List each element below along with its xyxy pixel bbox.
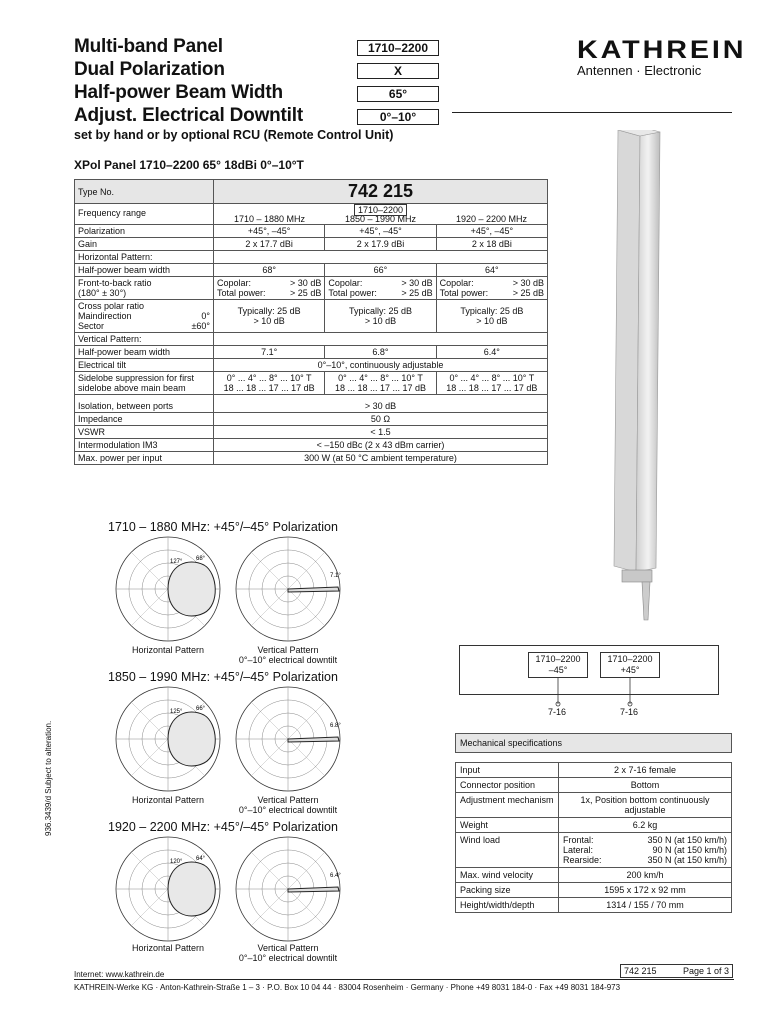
wind-v: 350 N (at 150 km/h) — [647, 855, 727, 865]
xpol-main-val: 0° — [201, 311, 210, 321]
connector-left-label: 7-16 — [548, 707, 567, 717]
ftb-cop: Copolar: — [439, 278, 474, 288]
side-note: 936.3439/d Subject to alteration. — [44, 720, 53, 836]
footer-page: Page 1 of 3 — [682, 966, 729, 976]
mech-value: 1x, Position bottom continuously adjustable — [559, 793, 732, 818]
wind-label: Wind load — [456, 833, 559, 868]
product-title: XPol Panel 1710–2200 65° 18dBi 0°–10°T — [74, 158, 304, 172]
tilt-label: Electrical tilt — [75, 359, 214, 372]
h-caption-1: Horizontal Pattern — [131, 645, 205, 655]
mech-value: Bottom — [559, 778, 732, 793]
v-cap2-2: 0°–10° electrical downtilt — [238, 805, 338, 815]
xpol-2 — [325, 300, 436, 333]
mech-value: 200 km/h — [559, 868, 732, 883]
v-ann-1: 7.1° — [330, 573, 341, 579]
iso-value: > 30 dB — [214, 395, 548, 413]
ftb-3 — [436, 277, 547, 300]
h-ann2-1: 127° — [170, 559, 183, 565]
ftb-label — [75, 277, 214, 300]
ftb-2 — [325, 277, 436, 300]
connector-right-box — [600, 652, 660, 678]
connector-left-box — [528, 652, 588, 678]
wind-k: Frontal: — [563, 835, 594, 845]
sls-label-2: sidelobe above main beam — [78, 383, 186, 393]
im3-value: < –150 dBc (2 x 43 dBm carrier) — [214, 439, 548, 452]
vbw-3: 6.4° — [436, 346, 547, 359]
pattern-diagrams-3 — [108, 835, 348, 945]
tilt-value: 0°–10°, continuously adjustable — [214, 359, 548, 372]
wind-k: Rearside: — [563, 855, 602, 865]
type-no-label: Type No. — [75, 180, 214, 204]
wind-k: Lateral: — [563, 845, 594, 855]
mech-label: Packing size — [456, 883, 559, 898]
h-ann2-2: 125° — [170, 709, 183, 715]
pol-1: +45°, –45° — [214, 225, 325, 238]
iso-label: Isolation, between ports — [75, 395, 214, 413]
pattern-title-3: 1920 – 2200 MHz: +45°/–45° Polarization — [108, 820, 338, 834]
hbw-2: 66° — [325, 264, 436, 277]
freq-cells — [214, 204, 548, 225]
mech-label: Weight — [456, 818, 559, 833]
title-line-1: Multi-band Panel — [74, 36, 223, 57]
hpat-empty — [214, 251, 548, 264]
v-cap1-2: Vertical Pattern — [257, 795, 319, 805]
h-ann-2: 66° — [196, 706, 206, 712]
frequency-row — [75, 204, 548, 225]
v-ann-2: 6.8° — [330, 723, 341, 729]
hpat-label: Horizontal Pattern: — [75, 251, 214, 264]
wind-v: 350 N (at 150 km/h) — [647, 835, 727, 845]
freq-box: 1710–2200 — [354, 204, 407, 216]
xpol-v1: Typically: 25 dB — [237, 306, 301, 316]
mech-label: Max. wind velocity — [456, 868, 559, 883]
freq-1: 1710 – 1880 MHz — [233, 214, 306, 224]
mech-value: 1595 x 172 x 92 mm — [559, 883, 732, 898]
xpol-v2: > 10 dB — [476, 316, 508, 326]
gain-3: 2 x 18 dBi — [436, 238, 547, 251]
horizontal-pattern-2 — [116, 687, 220, 791]
header-rule — [452, 112, 732, 113]
h-ann2-3: 120° — [170, 859, 183, 865]
xpol-label — [75, 300, 214, 333]
freq-box-wrap — [214, 204, 547, 214]
mech-value: 2 x 7-16 female — [559, 763, 732, 778]
footer-rule — [74, 979, 734, 980]
vertical-pattern-3 — [236, 837, 341, 941]
gain-2: 2 x 17.9 dBi — [325, 238, 436, 251]
h-ann-3: 64° — [196, 856, 206, 862]
xpol-3 — [436, 300, 547, 333]
type-no-value: 742 215 — [214, 180, 548, 204]
hbw-1: 68° — [214, 264, 325, 277]
ftb-tot: Total power: — [217, 288, 266, 298]
freq-3: 1920 – 2200 MHz — [455, 214, 528, 224]
ftb-cop-val: > 30 dB — [290, 278, 322, 288]
wind-v: 90 N (at 150 km/h) — [652, 845, 727, 855]
mech-value: 6.2 kg — [559, 818, 732, 833]
sls-2 — [325, 372, 436, 395]
mech-label: Adjustment mechanism — [456, 793, 559, 818]
gain-label: Gain — [75, 238, 214, 251]
vswr-value: < 1.5 — [214, 426, 548, 439]
kathrein-logo: KATHREIN — [577, 36, 747, 64]
pol-label: Polarization — [75, 225, 214, 238]
v-cap1-3: Vertical Pattern — [257, 943, 319, 953]
pol-2: +45°, –45° — [325, 225, 436, 238]
mech-label: Height/width/depth — [456, 898, 559, 913]
hbw-label: Half-power beam width — [75, 264, 214, 277]
xpol-label-1: Cross polar ratio — [78, 301, 145, 311]
v-ann-3: 6.4° — [330, 873, 341, 879]
freq-label: Frequency range — [75, 204, 214, 225]
sls-label — [75, 372, 214, 395]
sls-r1: 0° ... 4° ... 8° ... 10° T — [338, 373, 423, 383]
mech-value: 1314 / 155 / 70 mm — [559, 898, 732, 913]
antenna-illustration — [598, 130, 678, 630]
mech-label: Connector position — [456, 778, 559, 793]
vbw-label: Half-power beam width — [75, 346, 214, 359]
sls-1 — [214, 372, 325, 395]
title-line-2: Dual Polarization — [74, 59, 225, 80]
xpol-v1: Typically: 25 dB — [460, 306, 524, 316]
horizontal-pattern-3 — [116, 837, 220, 941]
vertical-pattern-1 — [236, 537, 341, 641]
mech-spacer — [456, 753, 732, 763]
downtilt-box: 0°–10° — [357, 109, 439, 125]
ftb-cop: Copolar: — [217, 278, 252, 288]
pattern-diagrams-1 — [108, 535, 348, 645]
frequency-box: 1710–2200 — [357, 40, 439, 56]
conn-left-freq: 1710–2200 — [535, 654, 581, 664]
title-line-4: Adjust. Electrical Downtilt — [74, 105, 303, 126]
mech-label: Input — [456, 763, 559, 778]
v-caption-1 — [228, 645, 348, 665]
xpol-sector-val: ±60° — [191, 321, 210, 331]
sls-r1: 0° ... 4° ... 8° ... 10° T — [226, 373, 312, 383]
pol-3: +45°, –45° — [436, 225, 547, 238]
xpol-v1: Typically: 25 dB — [348, 306, 412, 316]
vbw-2: 6.8° — [325, 346, 436, 359]
sls-r2: 18 ... 18 ... 17 ... 17 dB — [446, 383, 538, 393]
vswr-label: VSWR — [75, 426, 214, 439]
conn-right-pol: +45° — [620, 665, 640, 675]
h-ann-1: 68° — [196, 556, 206, 562]
imp-label: Impedance — [75, 413, 214, 426]
subtitle: set by hand or by optional RCU (Remote Control Unit) — [74, 128, 394, 142]
footer-internet[interactable]: Internet: www.kathrein.de — [74, 970, 165, 979]
freq-2: 1850 – 1990 MHz — [344, 214, 417, 224]
hbw-3: 64° — [436, 264, 547, 277]
v-caption-3 — [228, 943, 348, 963]
beamwidth-box: 65° — [357, 86, 439, 102]
pattern-diagrams-2 — [108, 685, 348, 795]
connector-right-label: 7-16 — [620, 707, 639, 717]
pwr-label: Max. power per input — [75, 452, 214, 465]
v-cap1-1: Vertical Pattern — [257, 645, 319, 655]
ftb-tot: Total power: — [328, 288, 377, 298]
v-cap2-3: 0°–10° electrical downtilt — [238, 953, 338, 963]
vbw-1: 7.1° — [214, 346, 325, 359]
ftb-tot: Total power: — [439, 288, 489, 298]
ftb-label-1: Front-to-back ratio — [78, 278, 152, 288]
pattern-title-2: 1850 – 1990 MHz: +45°/–45° Polarization — [108, 670, 338, 684]
ftb-cop-val: > 30 dB — [401, 278, 433, 288]
ftb-tot-val: > 25 dB — [401, 288, 433, 298]
v-cap2-1: 0°–10° electrical downtilt — [238, 655, 338, 665]
logo-tagline: Antennen · Electronic — [577, 63, 702, 78]
ftb-1 — [214, 277, 325, 300]
conn-right-freq: 1710–2200 — [607, 654, 653, 664]
footer-type-no: 742 215 — [624, 966, 657, 976]
gain-1: 2 x 17.7 dBi — [214, 238, 325, 251]
title-line-3: Half-power Beam Width — [74, 82, 283, 103]
xpol-1 — [214, 300, 325, 333]
vpat-label: Vertical Pattern: — [75, 333, 214, 346]
im3-label: Intermodulation IM3 — [75, 439, 214, 452]
xpol-v2: > 10 dB — [364, 316, 397, 326]
ftb-tot-val: > 25 dB — [290, 288, 322, 298]
sls-r1: 0° ... 4° ... 8° ... 10° T — [449, 373, 535, 383]
pwr-value: 300 W (at 50 °C ambient temperature) — [214, 452, 548, 465]
ftb-cop-val: > 30 dB — [512, 278, 544, 288]
connector-lines — [528, 678, 668, 708]
vpat-empty — [214, 333, 548, 346]
xpol-v2: > 10 dB — [253, 316, 285, 326]
ftb-cop: Copolar: — [328, 278, 363, 288]
page-indicator — [620, 964, 733, 978]
xpol-main: Maindirection — [78, 311, 132, 321]
footer-address: KATHREIN-Werke KG · Anton-Kathrein-Straße 1 – 3 · P.O. Box 10 04 44 · 83004 Rosenheim · Germany · Phone +49 8031 184-0 · Fax +49 8031 184-973 — [74, 983, 621, 992]
electrical-spec-table — [74, 179, 548, 465]
conn-left-pol: –45° — [548, 665, 568, 675]
mechanical-spec-table — [455, 733, 732, 913]
vertical-pattern-2 — [236, 687, 341, 791]
pattern-title-1: 1710 – 1880 MHz: +45°/–45° Polarization — [108, 520, 338, 534]
polarization-box: X — [357, 63, 439, 79]
v-caption-2 — [228, 795, 348, 815]
imp-value: 50 Ω — [214, 413, 548, 426]
h-caption-2: Horizontal Pattern — [131, 795, 205, 805]
sls-r2: 18 ... 18 ... 17 ... 17 dB — [334, 383, 427, 393]
ftb-label-2: (180° ± 30°) — [78, 288, 127, 298]
h-caption-3: Horizontal Pattern — [131, 943, 205, 953]
sls-label-1: Sidelobe suppression for first — [78, 373, 195, 383]
sls-3 — [436, 372, 547, 395]
type-row — [75, 180, 548, 204]
horizontal-pattern-1 — [116, 537, 220, 641]
ftb-tot-val: > 25 dB — [512, 288, 544, 298]
sls-r2: 18 ... 18 ... 17 ... 17 dB — [223, 383, 315, 393]
mech-title: Mechanical specifications — [456, 734, 732, 753]
xpol-sector: Sector — [78, 321, 105, 331]
wind-values — [559, 833, 732, 868]
